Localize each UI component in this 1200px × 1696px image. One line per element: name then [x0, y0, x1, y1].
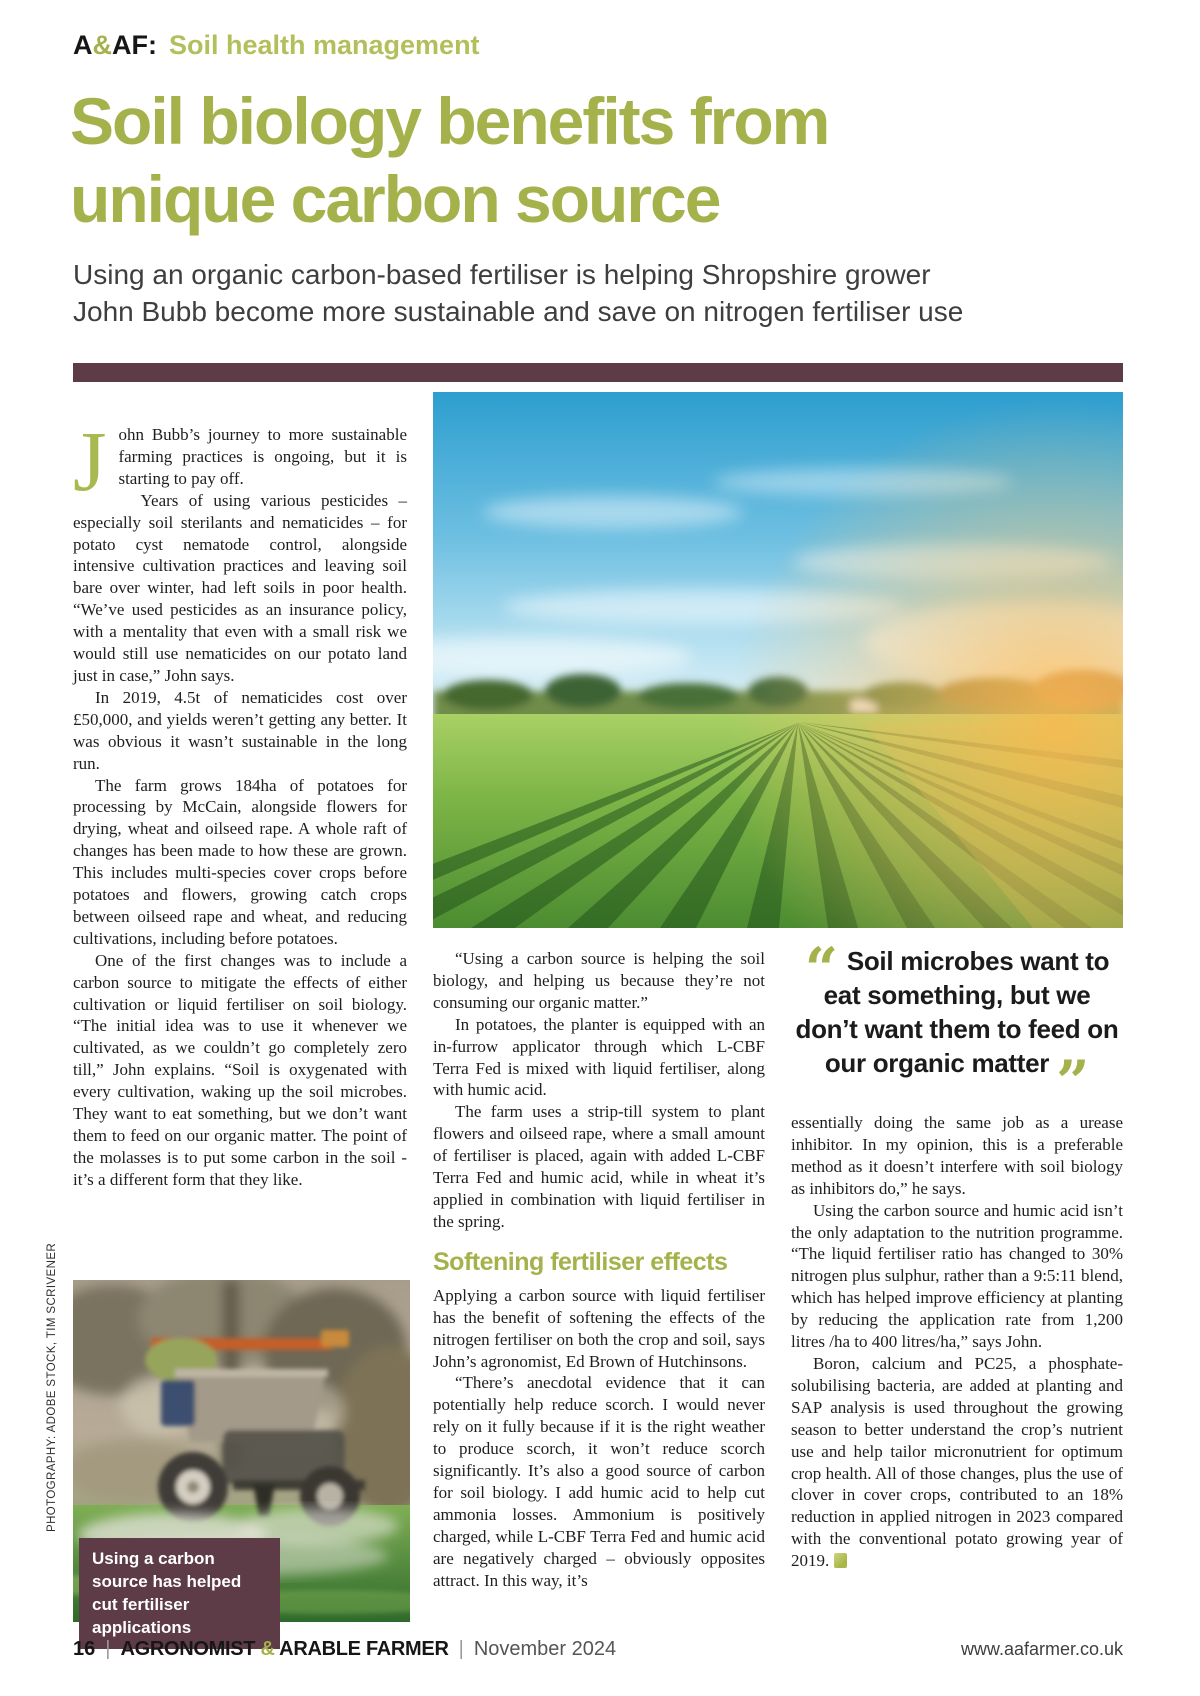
masthead: [73, 30, 480, 61]
standfirst-line-1: Using an organic carbon-based fertiliser is helping Shropshire grower: [73, 259, 931, 290]
headline-line-2: unique carbon source: [70, 162, 720, 236]
section-title: Soil health management: [168, 30, 480, 60]
brand-letters-af: AF:: [112, 30, 157, 60]
article-headline: [70, 82, 1130, 238]
pull-quote-text: Soil microbes want to eat something, but we don’t want them to feed on our organic matter: [795, 946, 1119, 1078]
body-column-1: [73, 413, 407, 1191]
paragraph: “There’s anecdotal evidence that it can potentially help reduce scorch. I would never rely on it fully because if it is the right weather to produce scorch, it won’t reduce scorch significantly. It’s also a good source of carbon for soil biology. I add humic acid to help cut ammonia losses. Ammonium is positively charged, while L-CBF Terra Fed and humic acid are negatively charged – obviously opposites attract. In this way, it’s: [433, 1373, 765, 1590]
page-number: 16: [73, 1638, 96, 1660]
standfirst-line-2: John Bubb become more sustainable and save on nitrogen fertiliser use: [73, 296, 964, 327]
magazine-name-part1: AGRONOMIST: [120, 1638, 256, 1660]
paragraph: The farm uses a strip-till system to plant flowers and oilseed rape, where a small amount of fertiliser is placed, again with added L-CBF Terra Fed and humic acid, while in wheat it’s applied in combination with liquid fertiliser in the spring.: [433, 1102, 765, 1231]
paragraph-text: Boron, calcium and PC25, a phosphate-solubilising bacteria, are added at planting and SAP analysis is used throughout the growing season to better understand the crop’s nutrient use and help tailor micronutrient for optimum crop health. All of those changes, plus the use of clover in cover crops, contributed to an 18% reduction in applied nitrogen in 2023 compared with the conventional potato growing year of 2019.: [791, 1353, 1123, 1571]
paragraph: Years of using various pesticides – especially soil sterilants and nematicides – for potato cyst nematode control, alongside intensive cultivation practices and leaving soil bare over winter, had left soils in poor health. “We’ve used pesticides as an insurance policy, with a mentality that even with a small risk we would still use nematicides on our potato land just in case,” John says.: [73, 490, 407, 685]
end-of-article-icon: [834, 1553, 847, 1568]
footer-separator: |: [458, 1638, 464, 1660]
paragraph: [73, 413, 407, 509]
brand-letter-a: A: [73, 30, 93, 60]
paragraph: In potatoes, the planter is equipped with an in-furrow applicator through which L-CBF Terra Fed is mixed with liquid fertiliser, along with humic acid.: [433, 1014, 765, 1100]
drop-cap: J: [73, 413, 107, 509]
paragraph-text: ohn Bubb’s journey to more sustainable farming practices is ongoing, but it is starting to pay off.: [118, 425, 407, 488]
paragraph: In 2019, 4.5t of nematicides cost over £50,000, and yields weren’t getting any better. It was obvious it wasn’t sustainable in the long run.: [73, 687, 407, 773]
divider-bar: [73, 363, 1123, 382]
magazine-name: [120, 1638, 448, 1661]
paragraph: essentially doing the same job as a urease inhibitor. In my opinion, this is a preferable method as it doesn’t interfere with soil biology as inhibitors do,” he says.: [791, 1113, 1123, 1198]
body-column-3: [791, 1112, 1123, 1572]
paragraph: “Using a carbon source is helping the soil biology, and helping us because they’re not consuming our organic matter.”: [433, 949, 765, 1012]
website-url: www.aafarmer.co.uk: [960, 1639, 1123, 1659]
issue-date: November 2024: [473, 1638, 617, 1660]
paragraph: The farm grows 184ha of potatoes for processing by McCain, alongside flowers for drying, wheat and oilseed rape. A whole raft of changes has been made to how these are grown. This includes multi-species cover crops before potatoes and flowers, growing catch crops between oilseed rape and wheat, and reducing cultivations, including before potatoes.: [73, 775, 407, 948]
brand-ampersand: &: [92, 30, 112, 60]
body-column-2: [433, 948, 765, 1591]
field-photo: [433, 392, 1123, 928]
open-quote-icon: “: [804, 935, 838, 1003]
close-quote-icon: ”: [1056, 1048, 1090, 1116]
paragraph: [791, 1353, 1123, 1572]
paragraph: One of the first changes was to include a carbon source to mitigate the effects of either cultivation or liquid fertiliser on soil biology. “The initial idea was to use it whenever we cultivated, as we couldn’t go completely zero till,” John explains. “Soil is oxygenated with every cultivation, waking up the soil microbes. They want to eat something, but we don’t want them to feed on our organic matter. The point of the molasses is to put some carbon in the soil - it’s a different form that they like.: [73, 950, 407, 1189]
pull-quote: [791, 935, 1123, 1116]
photo-caption: Using a carbon source has helped cut fertiliser applications: [79, 1538, 280, 1649]
footer-separator: |: [105, 1638, 111, 1660]
paragraph: Applying a carbon source with liquid fertiliser has the benefit of softening the effects of the nitrogen fertiliser on both the crop and soil, says John’s agronomist, Ed Brown of Hutchinsons.: [433, 1285, 765, 1371]
magazine-ampersand: &: [260, 1638, 275, 1660]
page-footer: [73, 1638, 1123, 1661]
standfirst: [73, 256, 1073, 330]
photo-credit: PHOTOGRAPHY: ADOBE STOCK, TIM SCRIVENER: [46, 1242, 58, 1532]
section-heading: Softening fertiliser effects: [433, 1247, 728, 1276]
footer-left: [73, 1638, 616, 1661]
magazine-name-part2: ARABLE FARMER: [279, 1638, 449, 1660]
headline-line-1: Soil biology benefits from: [70, 84, 829, 158]
paragraph: Using the carbon source and humic acid isn’t the only adaptation to the nutrition programme. “The liquid fertiliser ratio has changed to 30% nitrogen plus sulphur, rather than a 9:5:11 blend, which has helped improve efficiency at planting by reducing the application rate from 1,200 litres /ha to 400 litres/ha,” says John.: [791, 1200, 1123, 1352]
